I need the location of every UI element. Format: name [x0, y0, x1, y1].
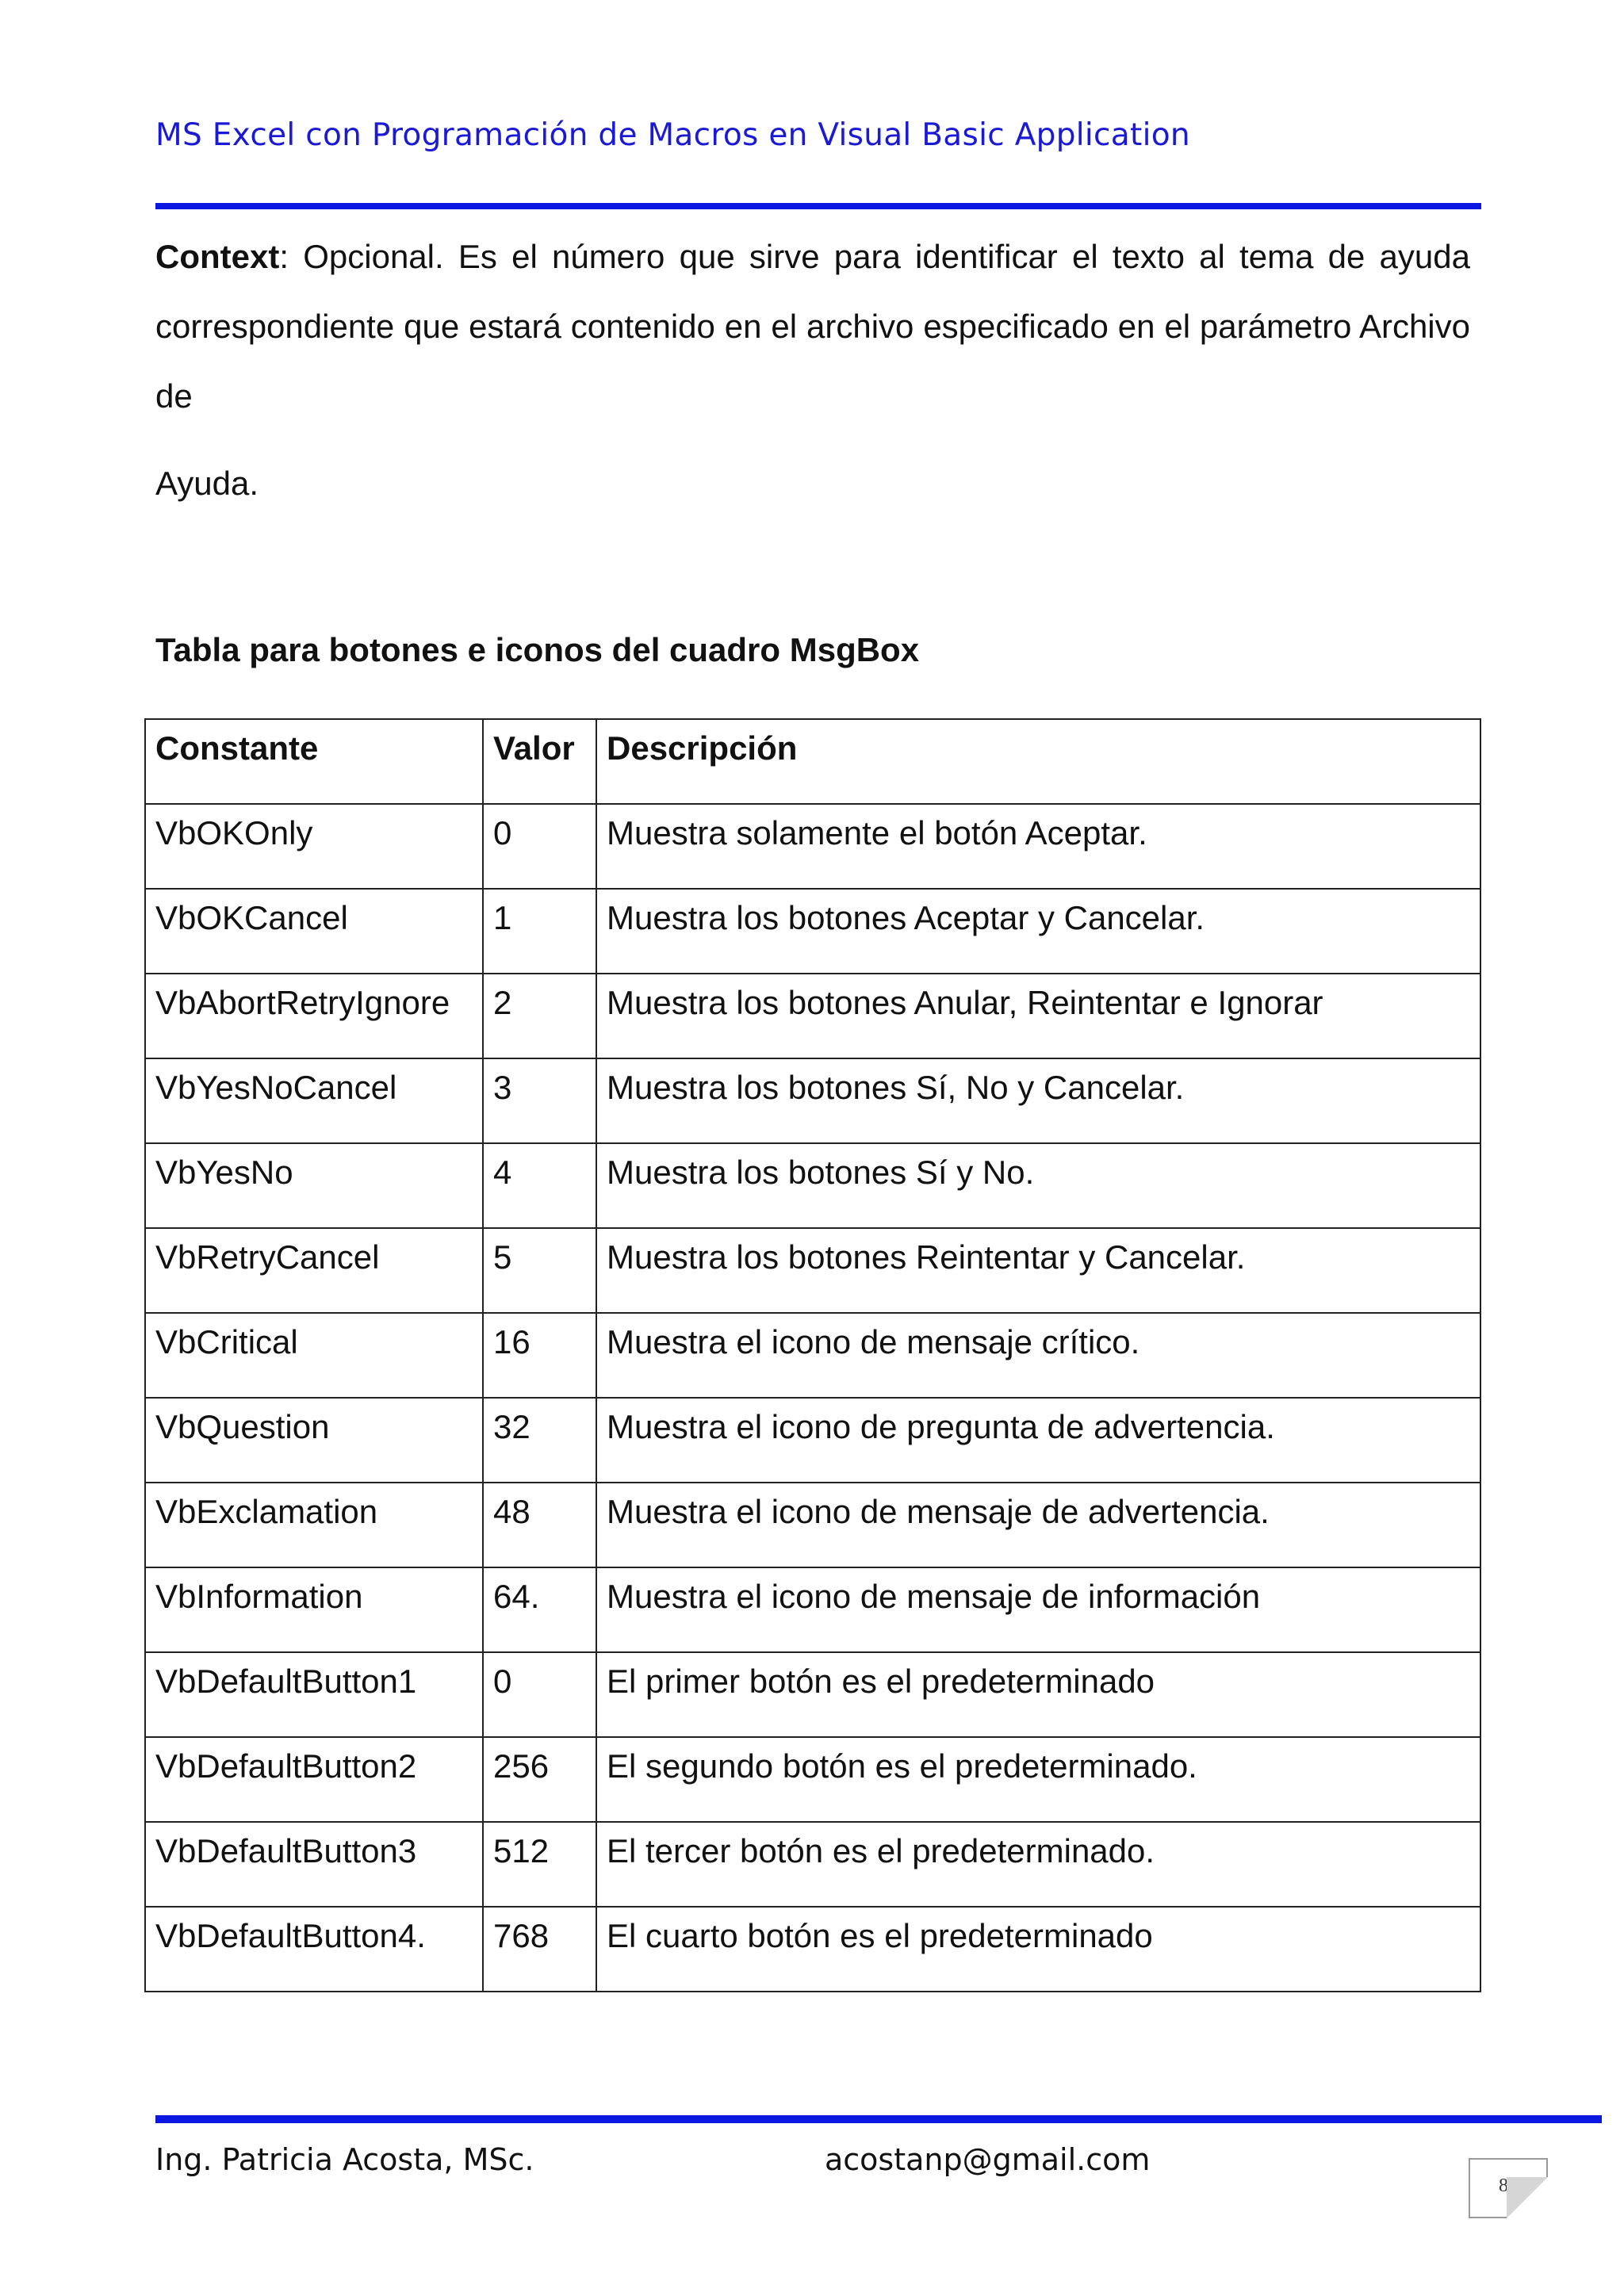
table-row	[145, 974, 1480, 1058]
table-row	[145, 1652, 1480, 1737]
cell-valor: 256	[483, 1737, 596, 1822]
cell-constante: VbInformation	[145, 1567, 483, 1652]
context-paragraph-continuation: Ayuda.	[155, 465, 259, 502]
cell-descripcion: Muestra el icono de mensaje de advertencia.	[596, 1483, 1480, 1567]
table-row	[145, 1143, 1480, 1228]
cell-descripcion: Muestra solamente el botón Aceptar.	[596, 804, 1480, 889]
cell-descripcion: Muestra el icono de mensaje de información	[596, 1567, 1480, 1652]
cell-valor: 4	[483, 1143, 596, 1228]
table-row	[145, 1822, 1480, 1907]
cell-descripcion: Muestra los botones Sí y No.	[596, 1143, 1480, 1228]
table-row	[145, 1313, 1480, 1398]
cell-descripcion: Muestra los botones Sí, No y Cancelar.	[596, 1058, 1480, 1143]
cell-descripcion: Muestra el icono de mensaje crítico.	[596, 1313, 1480, 1398]
cell-valor: 64.	[483, 1567, 596, 1652]
cell-descripcion: Muestra los botones Aceptar y Cancelar.	[596, 889, 1480, 974]
page-number: 87	[1499, 2175, 1518, 2196]
cell-valor: 768	[483, 1907, 596, 1992]
table-row	[145, 1567, 1480, 1652]
table-row	[145, 1058, 1480, 1143]
footer-rule	[155, 2115, 1602, 2123]
msgbox-table	[144, 718, 1481, 1992]
cell-descripcion: El primer botón es el predeterminado	[596, 1652, 1480, 1737]
cell-descripcion: El segundo botón es el predeterminado.	[596, 1737, 1480, 1822]
cell-constante: VbAbortRetryIgnore	[145, 974, 483, 1058]
cell-descripcion: Muestra los botones Anular, Reintentar e Ignorar	[596, 974, 1480, 1058]
cell-constante: VbDefaultButton3	[145, 1822, 483, 1907]
header-cell-valor: Valor	[483, 719, 596, 804]
context-text: : Opcional. Es el número que sirve para identificar el texto al tema de ayuda correspondiente que estará contenido en el archivo especificado en el parámetro Archivo de	[155, 238, 1470, 415]
table-row	[145, 1907, 1480, 1992]
cell-constante: VbQuestion	[145, 1398, 483, 1483]
table-body	[145, 804, 1480, 1992]
header-cell-constante: Constante	[145, 719, 483, 804]
cell-valor: 0	[483, 804, 596, 889]
cell-constante: VbRetryCancel	[145, 1228, 483, 1313]
cell-valor: 48	[483, 1483, 596, 1567]
table-row	[145, 1737, 1480, 1822]
cell-descripcion: Muestra los botones Reintentar y Cancelar.	[596, 1228, 1480, 1313]
page-fold-corner	[1507, 2177, 1548, 2218]
cell-constante: VbYesNoCancel	[145, 1058, 483, 1143]
cell-descripcion: El cuarto botón es el predeterminado	[596, 1907, 1480, 1992]
page-header-title: MS Excel con Programación de Macros en Visual Basic Application	[155, 117, 1190, 153]
table-header-row	[145, 719, 1480, 804]
cell-constante: VbDefaultButton2	[145, 1737, 483, 1822]
cell-constante: VbYesNo	[145, 1143, 483, 1228]
table-title: Tabla para botones e iconos del cuadro MsgBox	[155, 631, 920, 668]
table-row	[145, 804, 1480, 889]
cell-constante: VbOKCancel	[145, 889, 483, 974]
cell-valor: 0	[483, 1652, 596, 1737]
cell-valor: 32	[483, 1398, 596, 1483]
table-row	[145, 1228, 1480, 1313]
page-number-box	[1469, 2158, 1548, 2218]
cell-valor: 5	[483, 1228, 596, 1313]
header-cell-descripcion: Descripción	[596, 719, 1480, 804]
cell-valor: 16	[483, 1313, 596, 1398]
cell-valor: 3	[483, 1058, 596, 1143]
cell-valor: 512	[483, 1822, 596, 1907]
table-row	[145, 1398, 1480, 1483]
header-rule	[155, 203, 1481, 209]
cell-valor: 1	[483, 889, 596, 974]
table-row	[145, 889, 1480, 974]
cell-constante: VbCritical	[145, 1313, 483, 1398]
cell-descripcion: El tercer botón es el predeterminado.	[596, 1822, 1480, 1907]
cell-valor: 2	[483, 974, 596, 1058]
cell-constante: VbDefaultButton4.	[145, 1907, 483, 1992]
context-term: Context	[155, 238, 280, 275]
context-paragraph	[155, 222, 1470, 431]
cell-constante: VbDefaultButton1	[145, 1652, 483, 1737]
cell-descripcion: Muestra el icono de pregunta de advertencia.	[596, 1398, 1480, 1483]
footer-author: Ing. Patricia Acosta, MSc.	[155, 2142, 534, 2177]
footer-email: acostanp@gmail.com	[825, 2142, 1151, 2177]
table-row	[145, 1483, 1480, 1567]
cell-constante: VbExclamation	[145, 1483, 483, 1567]
cell-constante: VbOKOnly	[145, 804, 483, 889]
